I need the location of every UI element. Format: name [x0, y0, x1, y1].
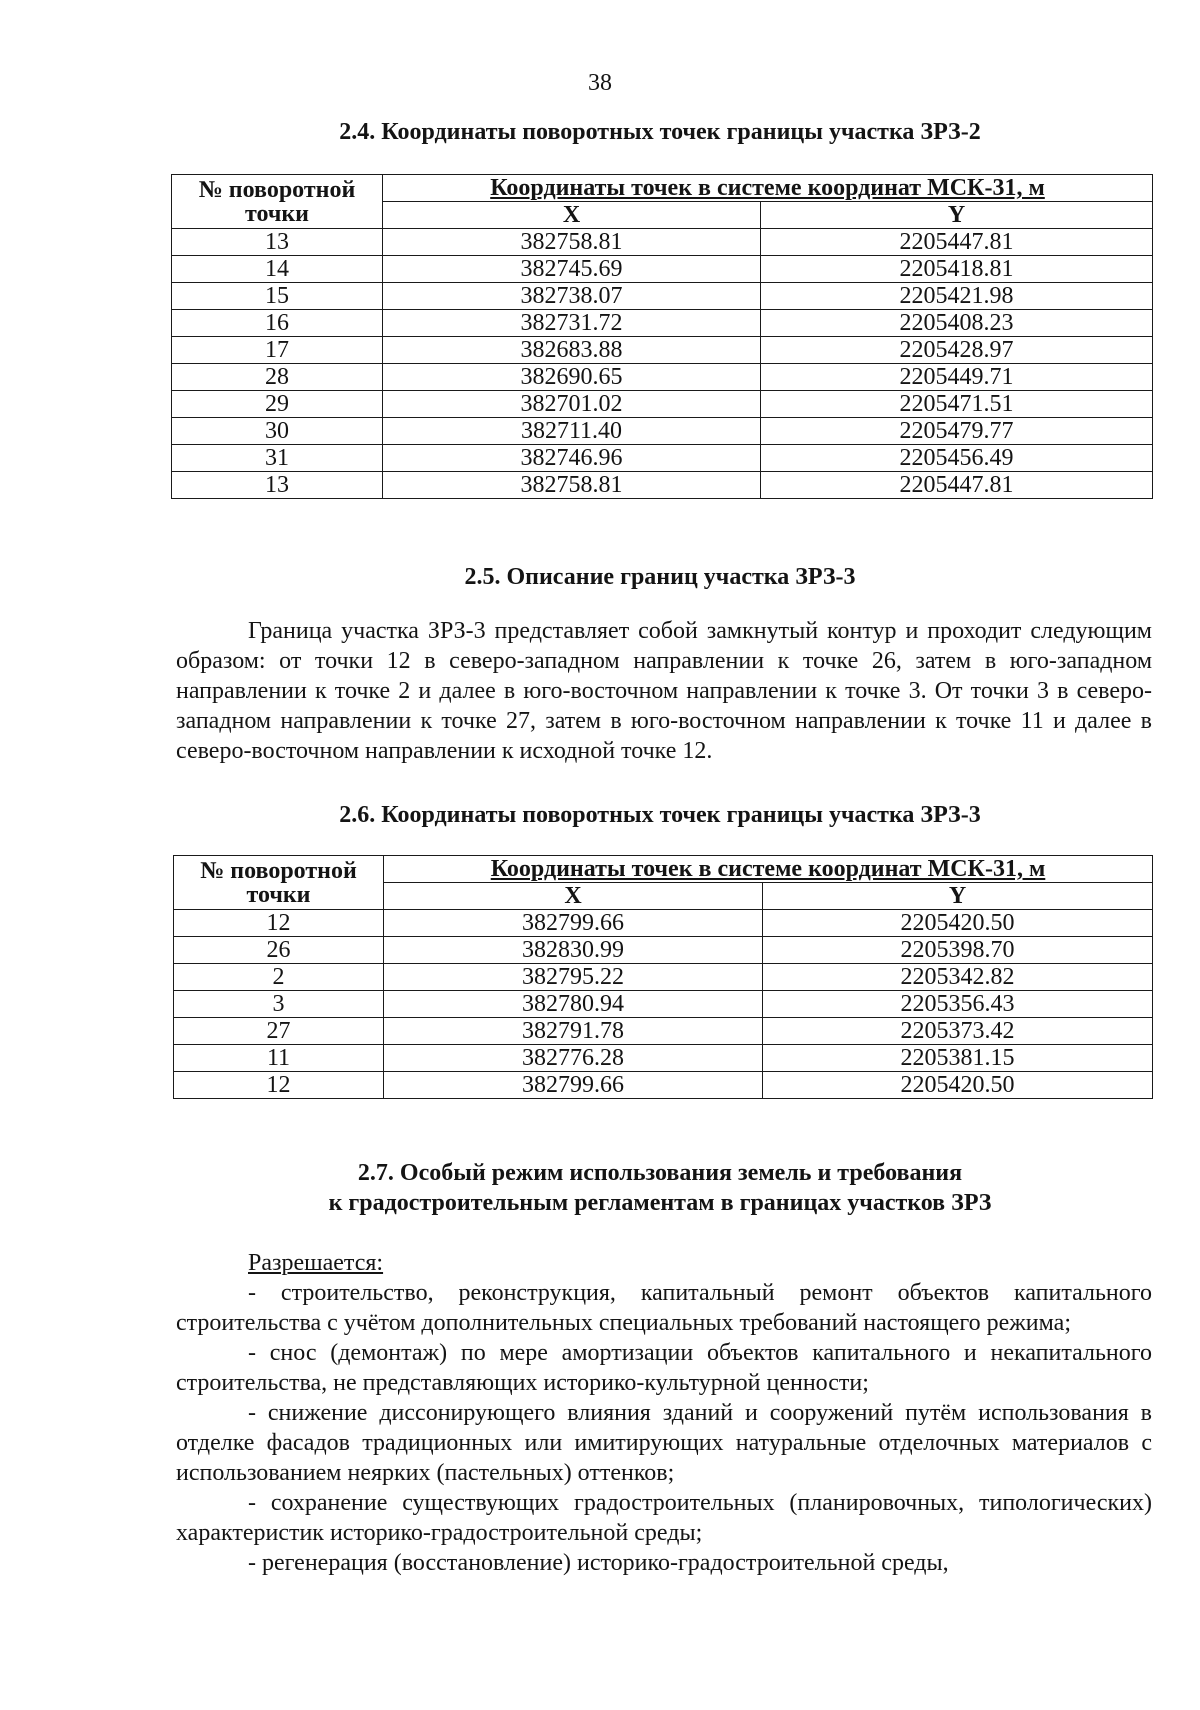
- cell-y: 2205420.50: [763, 1072, 1153, 1099]
- section-2-5-body: [176, 616, 1152, 766]
- cell-x: 382711.40: [383, 418, 761, 445]
- cell-x: 382683.88: [383, 337, 761, 364]
- cell-y: 2205479.77: [761, 418, 1153, 445]
- column-header-x: X: [384, 883, 763, 910]
- cell-y: 2205418.81: [761, 256, 1153, 283]
- section-2-7-title-line2: к градостроительным регламентам в границах участков ЗРЗ: [328, 1190, 992, 1216]
- cell-point-number: 27: [174, 1018, 384, 1045]
- table-zrz2-coordinates: [171, 174, 1153, 499]
- cell-y: 2205447.81: [761, 472, 1153, 499]
- cell-point-number: 3: [174, 991, 384, 1018]
- cell-x: 382791.78: [384, 1018, 763, 1045]
- table-row: [174, 937, 1153, 964]
- list-item: - строительство, реконструкция, капитальный ремонт объектов капитального строительства с учётом дополнительных специальных требований настоящего режима;: [176, 1280, 1152, 1336]
- column-header-coordinates: Координаты точек в системе координат МСК-31, м: [384, 856, 1153, 883]
- table-row: [174, 910, 1153, 937]
- cell-x: 382799.66: [384, 910, 763, 937]
- cell-y: 2205373.42: [763, 1018, 1153, 1045]
- table-row: [172, 310, 1153, 337]
- cell-y: 2205356.43: [763, 991, 1153, 1018]
- cell-x: 382690.65: [383, 364, 761, 391]
- table-row: [174, 991, 1153, 1018]
- cell-x: 382780.94: [384, 991, 763, 1018]
- table-zrz3-coordinates: [173, 855, 1153, 1099]
- cell-y: 2205381.15: [763, 1045, 1153, 1072]
- allowed-label: Разрешается:: [248, 1250, 384, 1276]
- column-header-point: № поворотной точки: [172, 175, 383, 229]
- table-row: [172, 229, 1153, 256]
- cell-point-number: 16: [172, 310, 383, 337]
- cell-point-number: 30: [172, 418, 383, 445]
- table-row: [174, 964, 1153, 991]
- cell-y: 2205456.49: [761, 445, 1153, 472]
- cell-y: 2205428.97: [761, 337, 1153, 364]
- table-row: [172, 364, 1153, 391]
- cell-y: 2205449.71: [761, 364, 1153, 391]
- column-header-x: X: [383, 202, 761, 229]
- cell-x: 382745.69: [383, 256, 761, 283]
- table-row: [172, 337, 1153, 364]
- cell-x: 382731.72: [383, 310, 761, 337]
- cell-y: 2205447.81: [761, 229, 1153, 256]
- table-row: [174, 1072, 1153, 1099]
- column-header-y: Y: [761, 202, 1153, 229]
- table-body: [174, 910, 1153, 1099]
- allowed-list: [176, 1248, 1152, 1578]
- cell-point-number: 13: [172, 472, 383, 499]
- cell-x: 382799.66: [384, 1072, 763, 1099]
- cell-x: 382758.81: [383, 472, 761, 499]
- cell-y: 2205398.70: [763, 937, 1153, 964]
- list-item: - снос (демонтаж) по мере амортизации объектов капитального и некапитального строительства, не представляющих историко-культурной ценности;: [176, 1340, 1152, 1396]
- cell-x: 382830.99: [384, 937, 763, 964]
- section-2-6-title: 2.6. Координаты поворотных точек границы участка ЗРЗ-3: [339, 802, 981, 828]
- section-2-4-title: 2.4. Координаты поворотных точек границы участка ЗРЗ-2: [339, 119, 981, 145]
- cell-x: 382776.28: [384, 1045, 763, 1072]
- page-number: 38: [588, 70, 612, 96]
- table-row: [172, 418, 1153, 445]
- boundary-description: Граница участка ЗРЗ-3 представляет собой замкнутый контур и проходит следующим образом: от точки 12 в северо-западном направлении к точке 26, затем в юго-западном направлении к точке 2 и далее в юго-восточном направлении к точке 3. От точки 3 в северо-западном направлении к точке 27, затем в юго-восточном направлении к точке 11 и далее в северо-восточном направлении к исходной точке 12.: [176, 618, 1152, 764]
- cell-point-number: 29: [172, 391, 383, 418]
- cell-x: 382701.02: [383, 391, 761, 418]
- cell-point-number: 12: [174, 910, 384, 937]
- cell-y: 2205408.23: [761, 310, 1153, 337]
- cell-point-number: 2: [174, 964, 384, 991]
- table-row: [172, 445, 1153, 472]
- table-row: [172, 391, 1153, 418]
- table-row: [172, 256, 1153, 283]
- table-body: [172, 229, 1153, 499]
- section-2-5-title: 2.5. Описание границ участка ЗРЗ-3: [464, 564, 856, 590]
- cell-x: 382795.22: [384, 964, 763, 991]
- table-row: [172, 472, 1153, 499]
- cell-point-number: 28: [172, 364, 383, 391]
- cell-x: 382746.96: [383, 445, 761, 472]
- cell-point-number: 13: [172, 229, 383, 256]
- column-header-point: № поворотной точки: [174, 856, 384, 910]
- column-header-coordinates: Координаты точек в системе координат МСК-31, м: [383, 175, 1153, 202]
- cell-point-number: 15: [172, 283, 383, 310]
- section-2-7-title-line1: 2.7. Особый режим использования земель и требования: [357, 1160, 963, 1186]
- table-row: [174, 1018, 1153, 1045]
- list-item: - сохранение существующих градостроительных (планировочных, типологических) характеристик историко-градостроительной среды;: [176, 1490, 1152, 1546]
- cell-y: 2205471.51: [761, 391, 1153, 418]
- list-item: - регенерация (восстановление) историко-градостроительной среды,: [248, 1550, 949, 1576]
- table-row: [172, 283, 1153, 310]
- cell-y: 2205420.50: [763, 910, 1153, 937]
- cell-point-number: 17: [172, 337, 383, 364]
- cell-y: 2205421.98: [761, 283, 1153, 310]
- list-item: - снижение диссонирующего влияния зданий и сооружений путём использования в отделке фасадов традиционных или имитирующих натуральные отделочных материалов с использованием неярких (пастельных) оттенков;: [176, 1400, 1152, 1486]
- cell-x: 382758.81: [383, 229, 761, 256]
- cell-point-number: 12: [174, 1072, 384, 1099]
- cell-point-number: 14: [172, 256, 383, 283]
- allowed-items: [176, 1278, 1152, 1578]
- column-header-y: Y: [763, 883, 1153, 910]
- cell-point-number: 31: [172, 445, 383, 472]
- cell-x: 382738.07: [383, 283, 761, 310]
- cell-point-number: 11: [174, 1045, 384, 1072]
- table-row: [174, 1045, 1153, 1072]
- cell-point-number: 26: [174, 937, 384, 964]
- cell-y: 2205342.82: [763, 964, 1153, 991]
